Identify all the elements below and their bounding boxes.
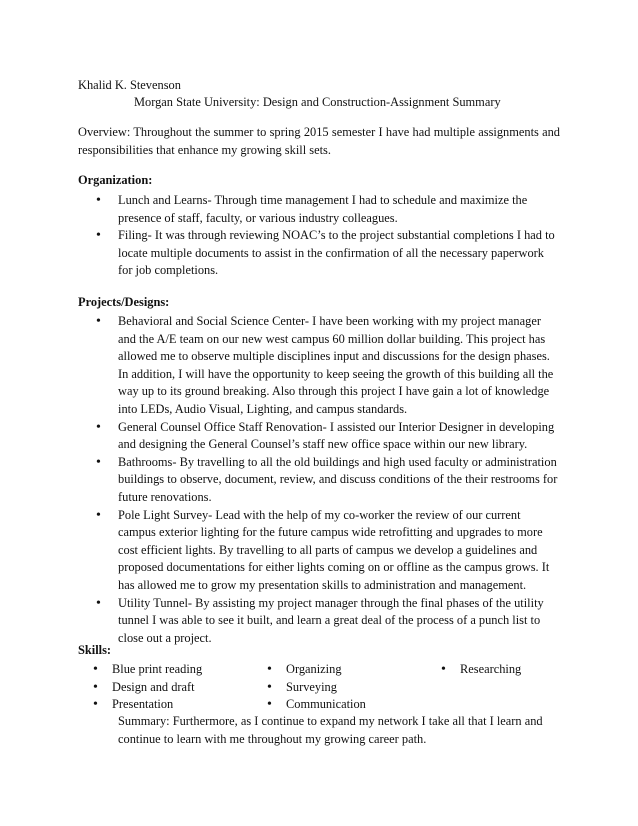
skills-heading: Skills: bbox=[78, 643, 112, 657]
list-item: • Filing- It was through reviewing NOAC’s to the project substantial completions I had to locate multiple documents to assist in the confirmation of all the necessary paperwork for job completions. bbox=[78, 227, 560, 280]
overview-paragraph: Overview: Throughout the summer to spring 2015 semester I have had multiple assignments and responsibilities that enhance my growing skill sets. bbox=[78, 125, 560, 157]
list-item: • General Counsel Office Staff Renovation- I assisted our Interior Designer in developing and designing the General Counsel’s staff new office space within our new library. bbox=[78, 419, 560, 454]
skill-item: • Design and draft bbox=[90, 679, 202, 697]
list-item: • Behavioral and Social Science Center- I have been working with my project manager and the A/E team on our new west campus 60 million dollar building. This project has allowed me to observe multiple disciplines input and discussions for the design phases. In addition, I will have the opportunity to keep seeing the growth of this building all the way up to its ground breaking. Also through this project I have gain a lot of knowledge into LEDs, Audio Visual, Lighting, and campus standards. bbox=[78, 313, 560, 419]
skills-column-3 bbox=[438, 661, 521, 679]
list-item: • Utility Tunnel- By assisting my project manager through the final phases of the utility tunnel I was able to see it built, and learn a great deal of the process of a punch list to close out a project. bbox=[78, 595, 560, 648]
organization-list bbox=[78, 192, 560, 280]
author-name: Khalid K. Stevenson bbox=[78, 78, 181, 92]
skills-column-2 bbox=[264, 661, 366, 714]
skills-column-1 bbox=[90, 661, 202, 714]
document-subtitle: Morgan State University: Design and Construction-Assignment Summary bbox=[134, 95, 501, 109]
list-item: • Bathrooms- By travelling to all the old buildings and high used faculty or administration buildings to observe, document, review, and discuss conditions of the their restrooms for future renovations. bbox=[78, 454, 560, 507]
skill-item: • Presentation bbox=[90, 696, 202, 714]
summary-paragraph: Summary: Furthermore, as I continue to expand my network I take all that I learn and continue to learn with me throughout my growing career path. bbox=[118, 714, 543, 746]
list-item: • Lunch and Learns- Through time management I had to schedule and maximize the presence of staff, faculty, or various industry colleagues. bbox=[78, 192, 560, 227]
list-item: • Pole Light Survey- Lead with the help of my co-worker the review of our current campus exterior lighting for the future campus wide retrofitting and upgrades to more cost efficient lights. By travelling to all parts of campus we develop a guidelines and proposed documentations for either lights coming on or offline as the campus grows. It has allowed me to grow my presentation skills to administration and management. bbox=[78, 507, 560, 595]
organization-heading: Organization: bbox=[78, 173, 153, 187]
skill-item: • Organizing bbox=[264, 661, 366, 679]
skill-item: • Researching bbox=[438, 661, 521, 679]
projects-list bbox=[78, 313, 560, 647]
skill-item: • Communication bbox=[264, 696, 366, 714]
skill-item: • Surveying bbox=[264, 679, 366, 697]
projects-heading: Projects/Designs: bbox=[78, 295, 170, 309]
skill-item: • Blue print reading bbox=[90, 661, 202, 679]
